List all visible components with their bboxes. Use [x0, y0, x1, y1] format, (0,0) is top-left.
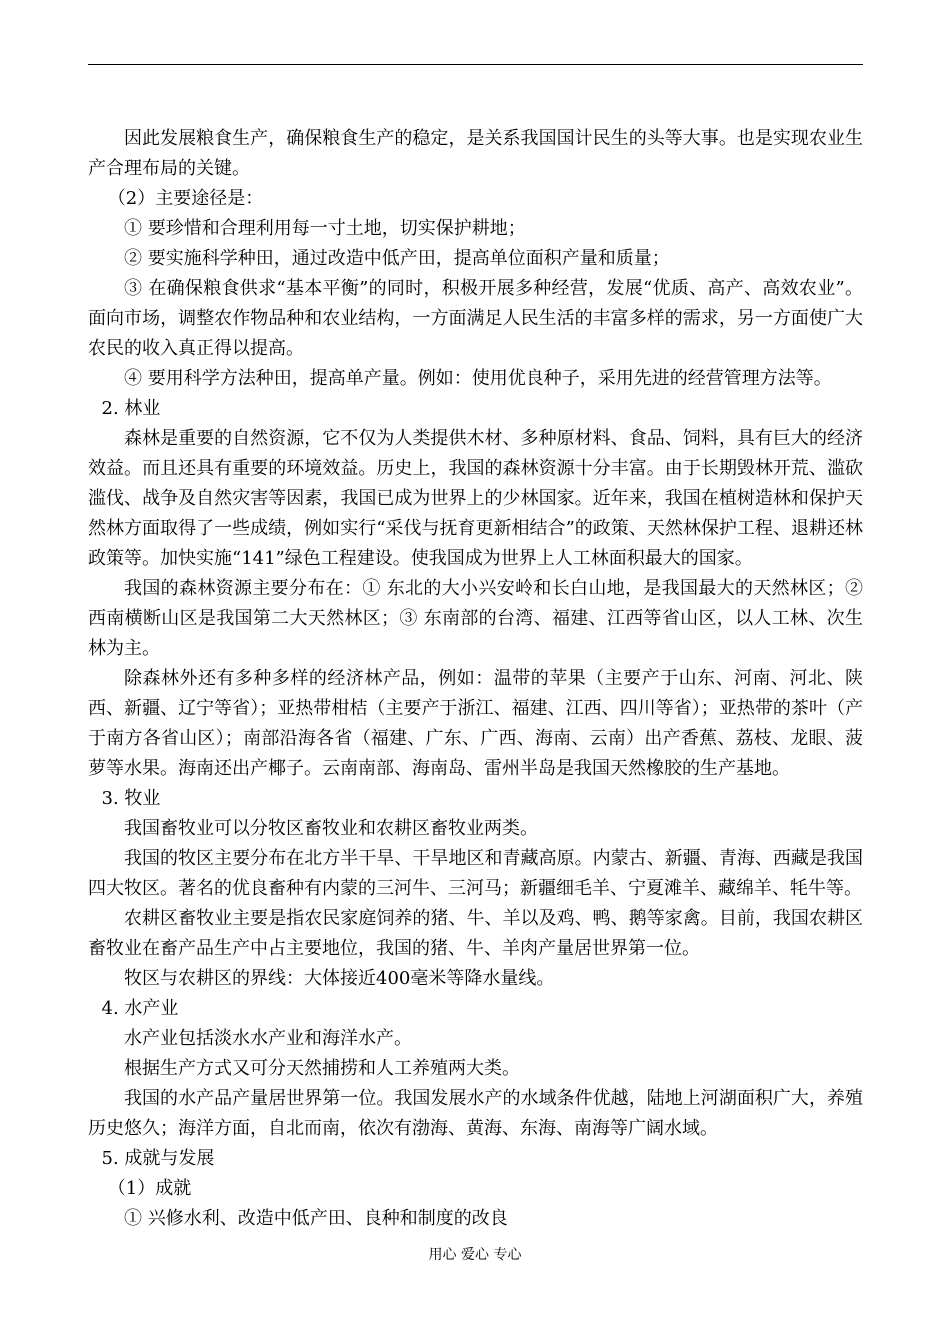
section-heading-fisheries: 4. 水产业: [101, 998, 179, 1019]
list-item: ④ 要用科学方法种田，提高单产量。例如：使用优良种子，采用先进的经营管理方法等。: [124, 368, 832, 389]
paragraph: 我国的牧区主要分布在北方半干旱、干旱地区和青藏高原。内蒙古、新疆、青海、西藏是我国四大牧区。著名的优良畜种有内蒙的三河牛、三河马；新疆细毛羊、宁夏滩羊、藏绵羊、牦牛等。: [88, 848, 863, 899]
section-heading-animal-husbandry: 3. 牧业: [101, 788, 161, 809]
subsection-heading: （1）成就: [107, 1178, 192, 1199]
section-heading-achievements: 5. 成就与发展: [101, 1148, 215, 1169]
list-item: ① 要珍惜和合理利用每一寸土地，切实保护耕地；: [124, 218, 526, 239]
document-body: [88, 124, 863, 1234]
paragraph: 水产业包括淡水水产业和海洋水产。: [124, 1028, 412, 1049]
list-item: ① 兴修水利、改造中低产田、良种和制度的改良: [124, 1208, 508, 1229]
subsection-heading: （2）主要途径是：: [107, 188, 264, 209]
header-rule: [88, 64, 863, 65]
paragraph: 我国的水产品产量居世界第一位。我国发展水产的水域条件优越，陆地上河湖面积广大，养殖历史悠久；海洋方面，自北而南，依次有渤海、黄海、东海、南海等广阔水域。: [88, 1088, 863, 1139]
paragraph: 除森林外还有多种多样的经济林产品，例如：温带的苹果（主要产于山东、河南、河北、陕西、新疆、辽宁等省）；亚热带柑桔（主要产于浙江、福建、江西、四川等省）；亚热带的茶叶（产于南方各省山区）；南部沿海各省（福建、广东、广西、海南、云南）出产香蕉、荔枝、龙眼、菠萝等水果。海南还出产椰子。云南南部、海南岛、雷州半岛是我国天然橡胶的生产基地。: [88, 668, 863, 779]
paragraph: 牧区与农耕区的界线：大体接近400毫米等降水量线。: [124, 968, 555, 989]
section-heading-forestry: 2. 林业: [101, 398, 161, 419]
paragraph: 根据生产方式又可分天然捕捞和人工养殖两大类。: [124, 1058, 520, 1079]
list-item: ③ 在确保粮食供求“基本平衡”的同时，积极开展多种经营，发展“优质、高产、高效农业”。面向市场，调整农作物品种和农业结构，一方面满足人民生活的丰富多样的需求，另一方面使广大农民的收入真正得以提高。: [88, 278, 863, 359]
paragraph: 我国畜牧业可以分牧区畜牧业和农耕区畜牧业两类。: [124, 818, 538, 839]
page-footer: 用心 爱心 专心: [428, 1247, 522, 1263]
paragraph: 因此发展粮食生产，确保粮食生产的稳定，是关系我国国计民生的头等大事。也是实现农业生产合理布局的关键。: [88, 128, 863, 179]
paragraph: 农耕区畜牧业主要是指农民家庭饲养的猪、牛、羊以及鸡、鸭、鹅等家禽。目前，我国农耕区畜牧业在畜产品生产中占主要地位，我国的猪、牛、羊肉产量居世界第一位。: [88, 908, 863, 959]
list-item: ② 要实施科学种田，通过改造中低产田，提高单位面积产量和质量；: [124, 248, 670, 269]
paragraph: 我国的森林资源主要分布在：① 东北的大小兴安岭和长白山地，是我国最大的天然林区；② 西南横断山区是我国第二大天然林区；③ 东南部的台湾、福建、江西等省山区，以人工林、次生林为主。: [88, 578, 863, 659]
paragraph: 森林是重要的自然资源，它不仅为人类提供木材、多种原材料、食品、饲料，具有巨大的经济效益。而且还具有重要的环境效益。历史上，我国的森林资源十分丰富。由于长期毁林开荒、滥砍滥伐、战争及自然灾害等因素，我国已成为世界上的少林国家。近年来，我国在植树造林和保护天然林方面取得了一些成绩，例如实行“采伐与抚育更新相结合”的政策、天然林保护工程、退耕还林政策等。加快实施“141”绿色工程建设。使我国成为世界上人工林面积最大的国家。: [88, 428, 863, 569]
